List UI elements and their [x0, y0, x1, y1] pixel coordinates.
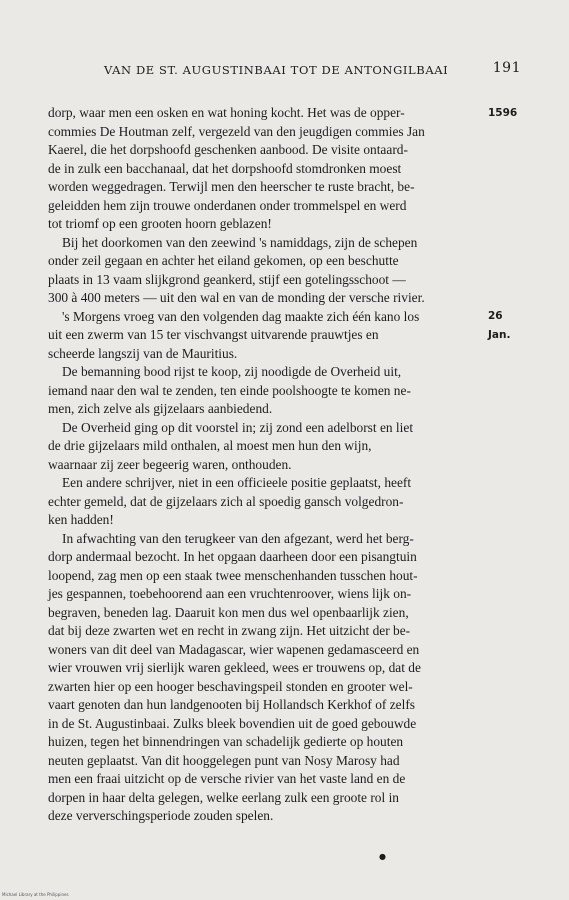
text-line: neuten geplaatst. Van dit hooggelegen punt van Nosy Marosy had: [48, 752, 400, 768]
paragraph: [48, 363, 481, 419]
paragraph: [48, 419, 481, 475]
text-line: worden weggedragen. Terwijl men den heerscher te ruste bracht, be-: [48, 179, 415, 194]
text-line: In afwachting van den terugkeer van den afgezant, werd het berg-: [62, 530, 414, 546]
text-line: huizen, tegen het binnendringen van schadelijk gedierte op houten: [48, 734, 404, 749]
text-line: commies De Houtman zelf, vergezeld van den jeugdigen commies Jan: [48, 123, 425, 139]
text-line: in de St. Augustinbaai. Zulks bleek bovendien uit de goed gebouwde: [48, 715, 417, 731]
ornament-dot: ●: [379, 852, 386, 861]
text-line: De bemanning bood rijst te koop, zij noodigde de Overheid uit,: [62, 364, 402, 379]
text-line: begraven, beneden lag. Daaruit kon men dus wel openbaarlijk zien,: [48, 604, 409, 620]
page-number: 191: [492, 60, 521, 76]
text-line: de drie gijzelaars mild onthalen, al moest men hun den wijn,: [48, 438, 372, 453]
text-line: tot triomf op een grooten hoorn geblazen!: [48, 216, 272, 231]
text-line: 's Morgens vroeg van den volgenden dag maakte zich één kano los: [62, 308, 420, 324]
text-line: dat bij deze zwarten wet en recht in zwang zijn. Het uitzicht der be-: [48, 623, 411, 638]
paragraph: [48, 104, 481, 234]
text-line: woners van dit deel van Madagascar, wier wapenen gedamasceerd en: [48, 641, 420, 657]
paragraph: [48, 308, 481, 364]
paragraph: [48, 234, 481, 308]
text-line: onder zeil gegaan en achter het eiland gekomen, op een beschutte: [48, 253, 399, 268]
text-line: ken hadden!: [48, 512, 114, 527]
text-line: iemand naar den wal te zenden, ten einde poolshoogte te komen ne-: [48, 382, 411, 398]
text-line: 300 à 400 meters — uit den wal en van de monding der versche rivier.: [48, 290, 425, 305]
text-line: echter gemeld, dat de gijzelaars zich al spoedig gansch volgedron-: [48, 493, 404, 509]
text-line: dorp, waar men een osken en wat honing kocht. Het was de opper-: [48, 105, 405, 120]
text-line: plaats in 13 vaam slijkgrond geankerd, stijf een gotelingsschoot —: [48, 271, 406, 287]
text-line: zwarten hier op een hooger beschavingspeil stonden en grooter wel-: [48, 678, 413, 694]
text-line: geleidden hem zijn trouwe onderdanen onder trommelspel en werd: [48, 197, 407, 213]
text-line: uit een zwerm van 15 ter vischvangst uitvarende prauwtjes en: [48, 327, 379, 342]
paragraph: [48, 530, 481, 826]
text-line: jes gespannen, toebehoorend aan een vruchtenroover, wiens lijk on-: [48, 586, 412, 601]
body-text: [48, 104, 518, 826]
text-line: waarnaar zij zeer begeerig waren, onthouden.: [48, 456, 292, 472]
text-line: De Overheid ging op dit voorstel in; zij zond een adelborst en liet: [62, 419, 414, 435]
text-line: dorp andermaal bezocht. In het opgaan daarheen door een pisangtuin: [48, 549, 417, 564]
margin-note-year: 1596: [488, 107, 518, 119]
text-line: Kaerel, die het dorpshoofd geschenken aanbood. De visite ontaard-: [48, 142, 408, 157]
text-line: Een andere schrijver, niet in een officieele positie geplaatst, heeft: [62, 475, 412, 490]
text-line: men, zich zelve als gijzelaars aanbiedend.: [48, 401, 273, 416]
text-line: loopend, zag men op een staak twee menschenhanden tusschen hout-: [48, 567, 418, 583]
text-line: dorpen in haar delta gelegen, welke eerlang zulk een groote rol in: [48, 789, 399, 805]
text-line: de in zulk een bacchanaal, dat het dorpshoofd stomdronken moest: [48, 160, 402, 176]
text-line: men een fraai uitzicht op de versche rivier van het vaste land en de: [48, 771, 406, 786]
scan-footer: Michael Library at the Philippines: [2, 892, 69, 897]
text-line: Bij het doorkomen van den zeewind 's namiddags, zijn de schepen: [62, 234, 418, 250]
margin-note-date: 26 Jan.: [488, 310, 511, 341]
paragraph: [48, 474, 481, 530]
running-title: VAN DE ST. AUGUSTINBAAI TOT DE ANTONGILBAAI: [104, 63, 449, 77]
text-line: deze ververschingsperiode zouden spelen.: [48, 808, 274, 823]
text-line: vaart genoten dan hun landgenooten bij Hollandsch Kerkhof of zelfs: [48, 697, 416, 712]
text-line: scheerde langszij van de Mauritius.: [48, 345, 238, 361]
text-line: wier vrouwen vrij sierlijk waren gekleed, wees er trouwens op, dat de: [48, 660, 421, 675]
